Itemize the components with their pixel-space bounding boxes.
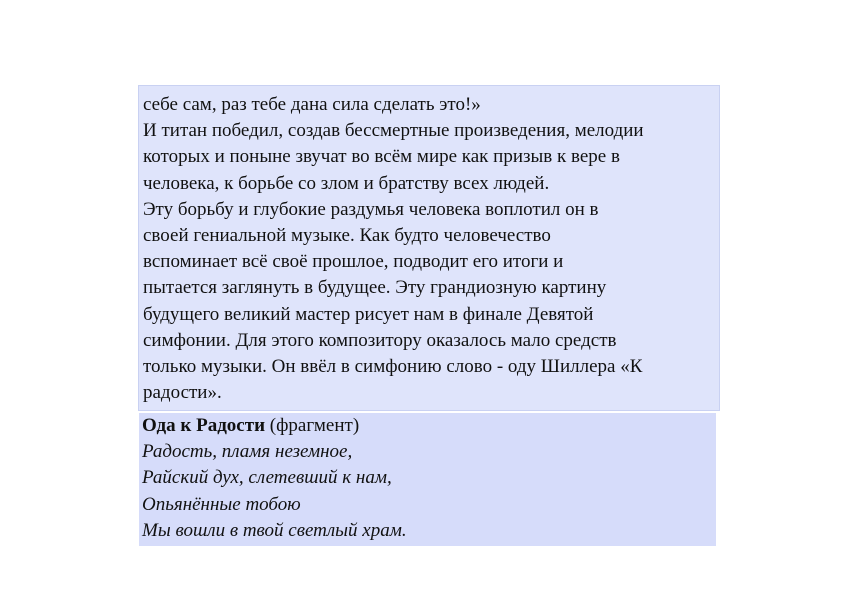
poem-title: Ода к Радости xyxy=(142,415,266,436)
prose-line: себе сам, раз тебе дана сила сделать это!» xyxy=(143,94,481,115)
prose-line: только музыки. Он ввёл в симфонию слово - оду Шиллера «К xyxy=(143,356,643,378)
poem-verse: Мы вошли в твой светлый храм. xyxy=(142,519,407,541)
prose-line: пытается заглянуть в будущее. Эту грандиозную картину xyxy=(143,277,607,299)
prose-line: Эту борьбу и глубокие раздумья человека воплотил он в xyxy=(143,198,599,220)
prose-line: своей гениальной музыке. Как будто человечество xyxy=(143,225,551,247)
poem-verse: Опьянённые тобою xyxy=(142,493,301,515)
poem-subtitle: (фрагмент) xyxy=(265,415,360,436)
prose-text-box xyxy=(138,85,720,411)
prose-line: симфонии. Для этого композитору оказалось мало средств xyxy=(143,329,617,351)
poem-heading xyxy=(142,413,716,439)
prose-line: радости». xyxy=(143,382,222,404)
poem-verse: Радость, пламя неземное, xyxy=(142,441,353,463)
prose-line: вспоминает всё своё прошлое, подводит его итоги и xyxy=(143,251,564,273)
prose-line: человека, к борьбе со злом и братству всех людей. xyxy=(143,172,550,194)
prose-line: И титан победил, создав бессмертные произведения, мелодии xyxy=(143,120,644,142)
prose-line: будущего великий мастер рисует нам в финале Девятой xyxy=(143,303,594,325)
poem-box xyxy=(139,413,716,546)
poem-verse: Райский дух, слетевший к нам, xyxy=(142,467,392,489)
prose-line: которых и поныне звучат во всём мире как призыв к вере в xyxy=(143,146,620,168)
